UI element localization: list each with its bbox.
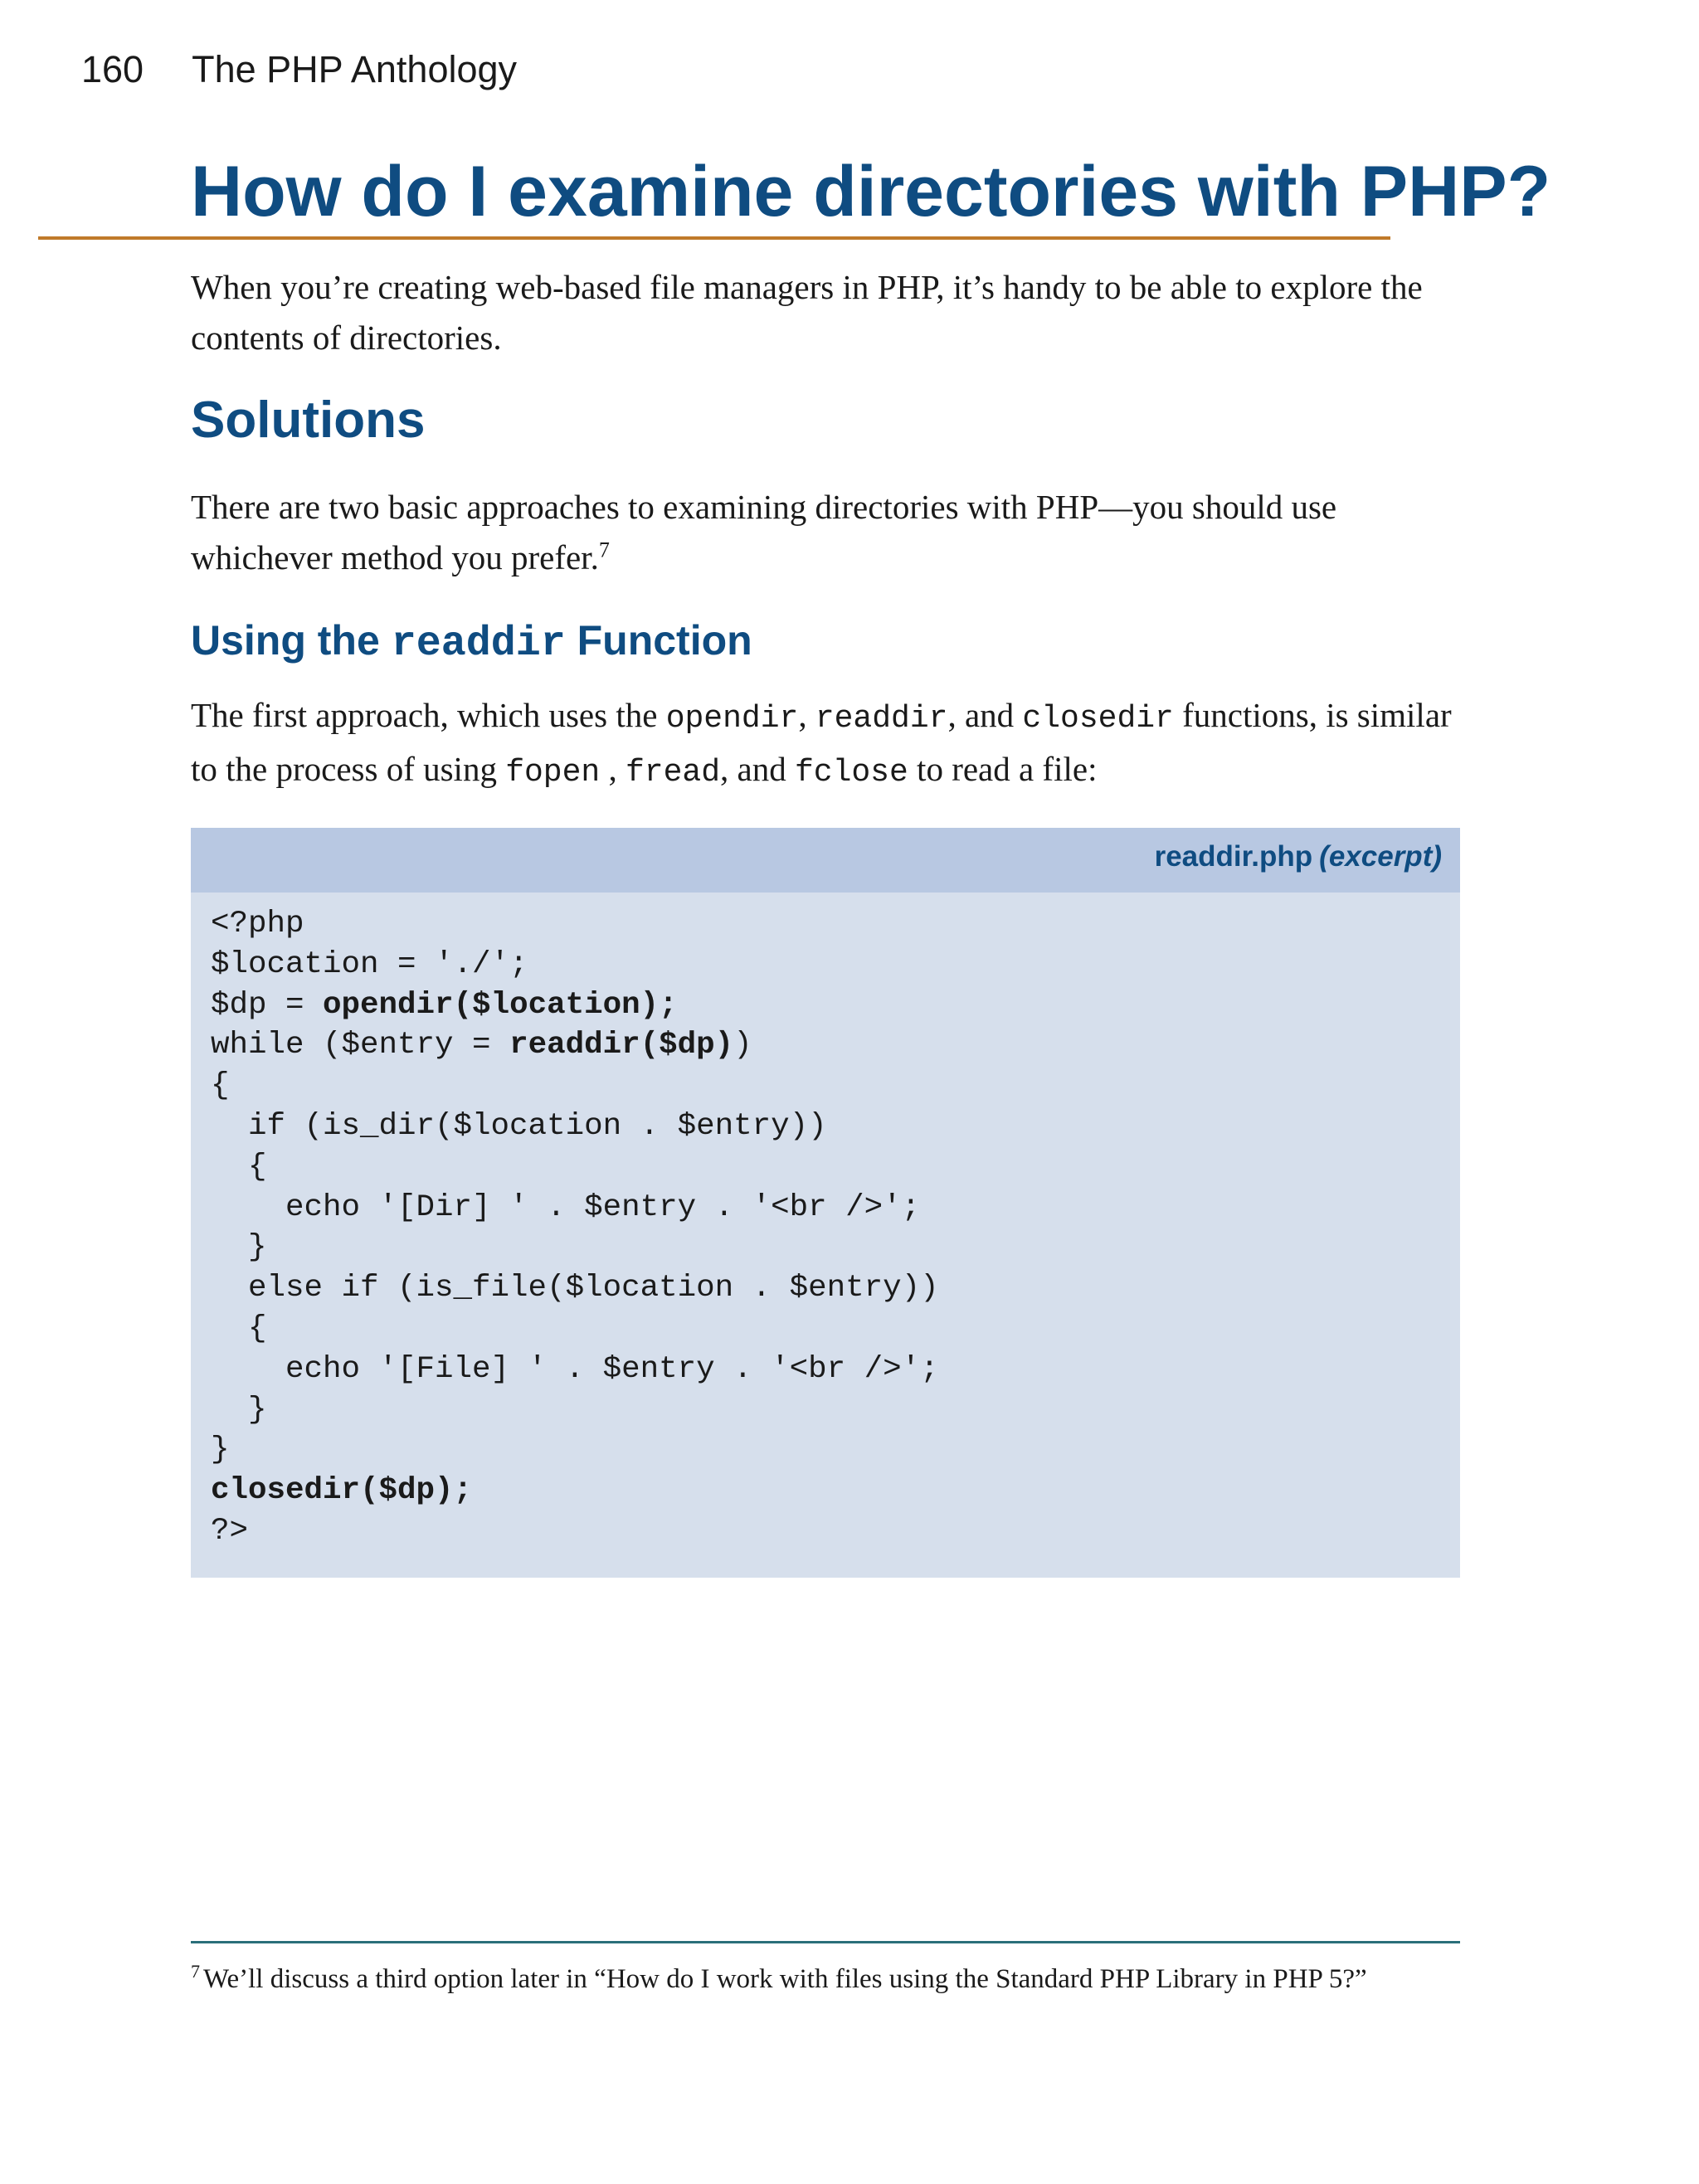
footnote-text: We’ll discuss a third option later in “How do I work with files using the Standard PHP Library in PHP 5?” [203, 1964, 1367, 1994]
text-segment: The first approach, which uses the [191, 696, 666, 734]
code-line [211, 988, 678, 1023]
code-line: } [211, 1432, 230, 1468]
solutions-heading: Solutions [191, 392, 426, 449]
chapter-title: How do I examine directories with PHP? [191, 152, 1551, 231]
title-rule [38, 236, 1390, 240]
code-line: ?> [211, 1513, 249, 1549]
code-line: } [211, 1230, 267, 1266]
footnote-marker: 7 [191, 1961, 200, 1982]
code-highlight: opendir($location) [323, 987, 660, 1023]
code-line: { [211, 1311, 267, 1346]
code-segment: while ($entry = [211, 1028, 510, 1063]
code-segment: ) [733, 1028, 752, 1063]
code-line: $location = './'; [211, 946, 528, 982]
text-segment: , [600, 750, 626, 788]
intro-paragraph: When you’re creating web-based file managers in PHP, it’s handy to be able to explore the contents of directories. [191, 268, 1423, 357]
code-line [211, 1028, 752, 1063]
text-segment: , [798, 696, 815, 734]
code-listing [191, 828, 1460, 1578]
approaches-text: There are two basic approaches to examining directories with PHP—you should use whichever method you prefer. [191, 488, 1337, 576]
code-line: { [211, 1068, 230, 1104]
code-closedir: closedir [1022, 701, 1174, 737]
code-excerpt-label: (excerpt) [1319, 840, 1442, 873]
code-filename: readdir.php [1154, 840, 1313, 873]
code-highlight: readdir($dp) [509, 1028, 734, 1063]
heading-prefix: Using the [191, 617, 392, 664]
code-fread: fread [625, 755, 721, 790]
code-caption-bar [191, 828, 1460, 893]
text-segment: to read a file: [908, 750, 1098, 788]
code-highlight: closedir($dp) [211, 1473, 454, 1509]
heading-code: readdir [391, 620, 566, 668]
code-line: else if (is_file($location . $entry)) [211, 1271, 939, 1306]
code-segment: ; [659, 987, 678, 1023]
code-line: <?php [211, 907, 304, 941]
code-line: echo '[Dir] ' . $entry . '<br />'; [211, 1189, 921, 1225]
page-number: 160 [81, 48, 144, 90]
code-readdir: readdir [815, 701, 948, 737]
code-caption [1155, 840, 1442, 873]
text-segment: , and [947, 696, 1023, 734]
heading-suffix: Function [565, 617, 752, 664]
code-segment: $dp = [211, 987, 324, 1023]
footnote [191, 1958, 1464, 2001]
footnote-rule [191, 1941, 1460, 1943]
code-line [211, 1473, 472, 1508]
code-fclose: fclose [794, 755, 908, 790]
code-block [211, 904, 939, 1552]
code-line: if (is_dir($location . $entry)) [211, 1108, 827, 1144]
code-line: } [211, 1392, 267, 1428]
book-title: The PHP Anthology [192, 48, 518, 90]
footnote-ref[interactable]: 7 [598, 537, 610, 562]
code-line: echo '[File] ' . $entry . '<br />'; [211, 1351, 939, 1387]
text-segment: , and [720, 750, 795, 788]
code-opendir: opendir [665, 701, 799, 737]
code-line: { [211, 1149, 267, 1184]
text-segment: functions, is similar to the process of using [191, 696, 1452, 788]
readdir-heading [191, 617, 752, 668]
first-approach-paragraph [191, 690, 1464, 798]
running-head [81, 48, 517, 91]
approaches-paragraph [191, 482, 1464, 583]
code-segment: ; [453, 1473, 473, 1509]
code-fopen: fopen [505, 755, 601, 790]
